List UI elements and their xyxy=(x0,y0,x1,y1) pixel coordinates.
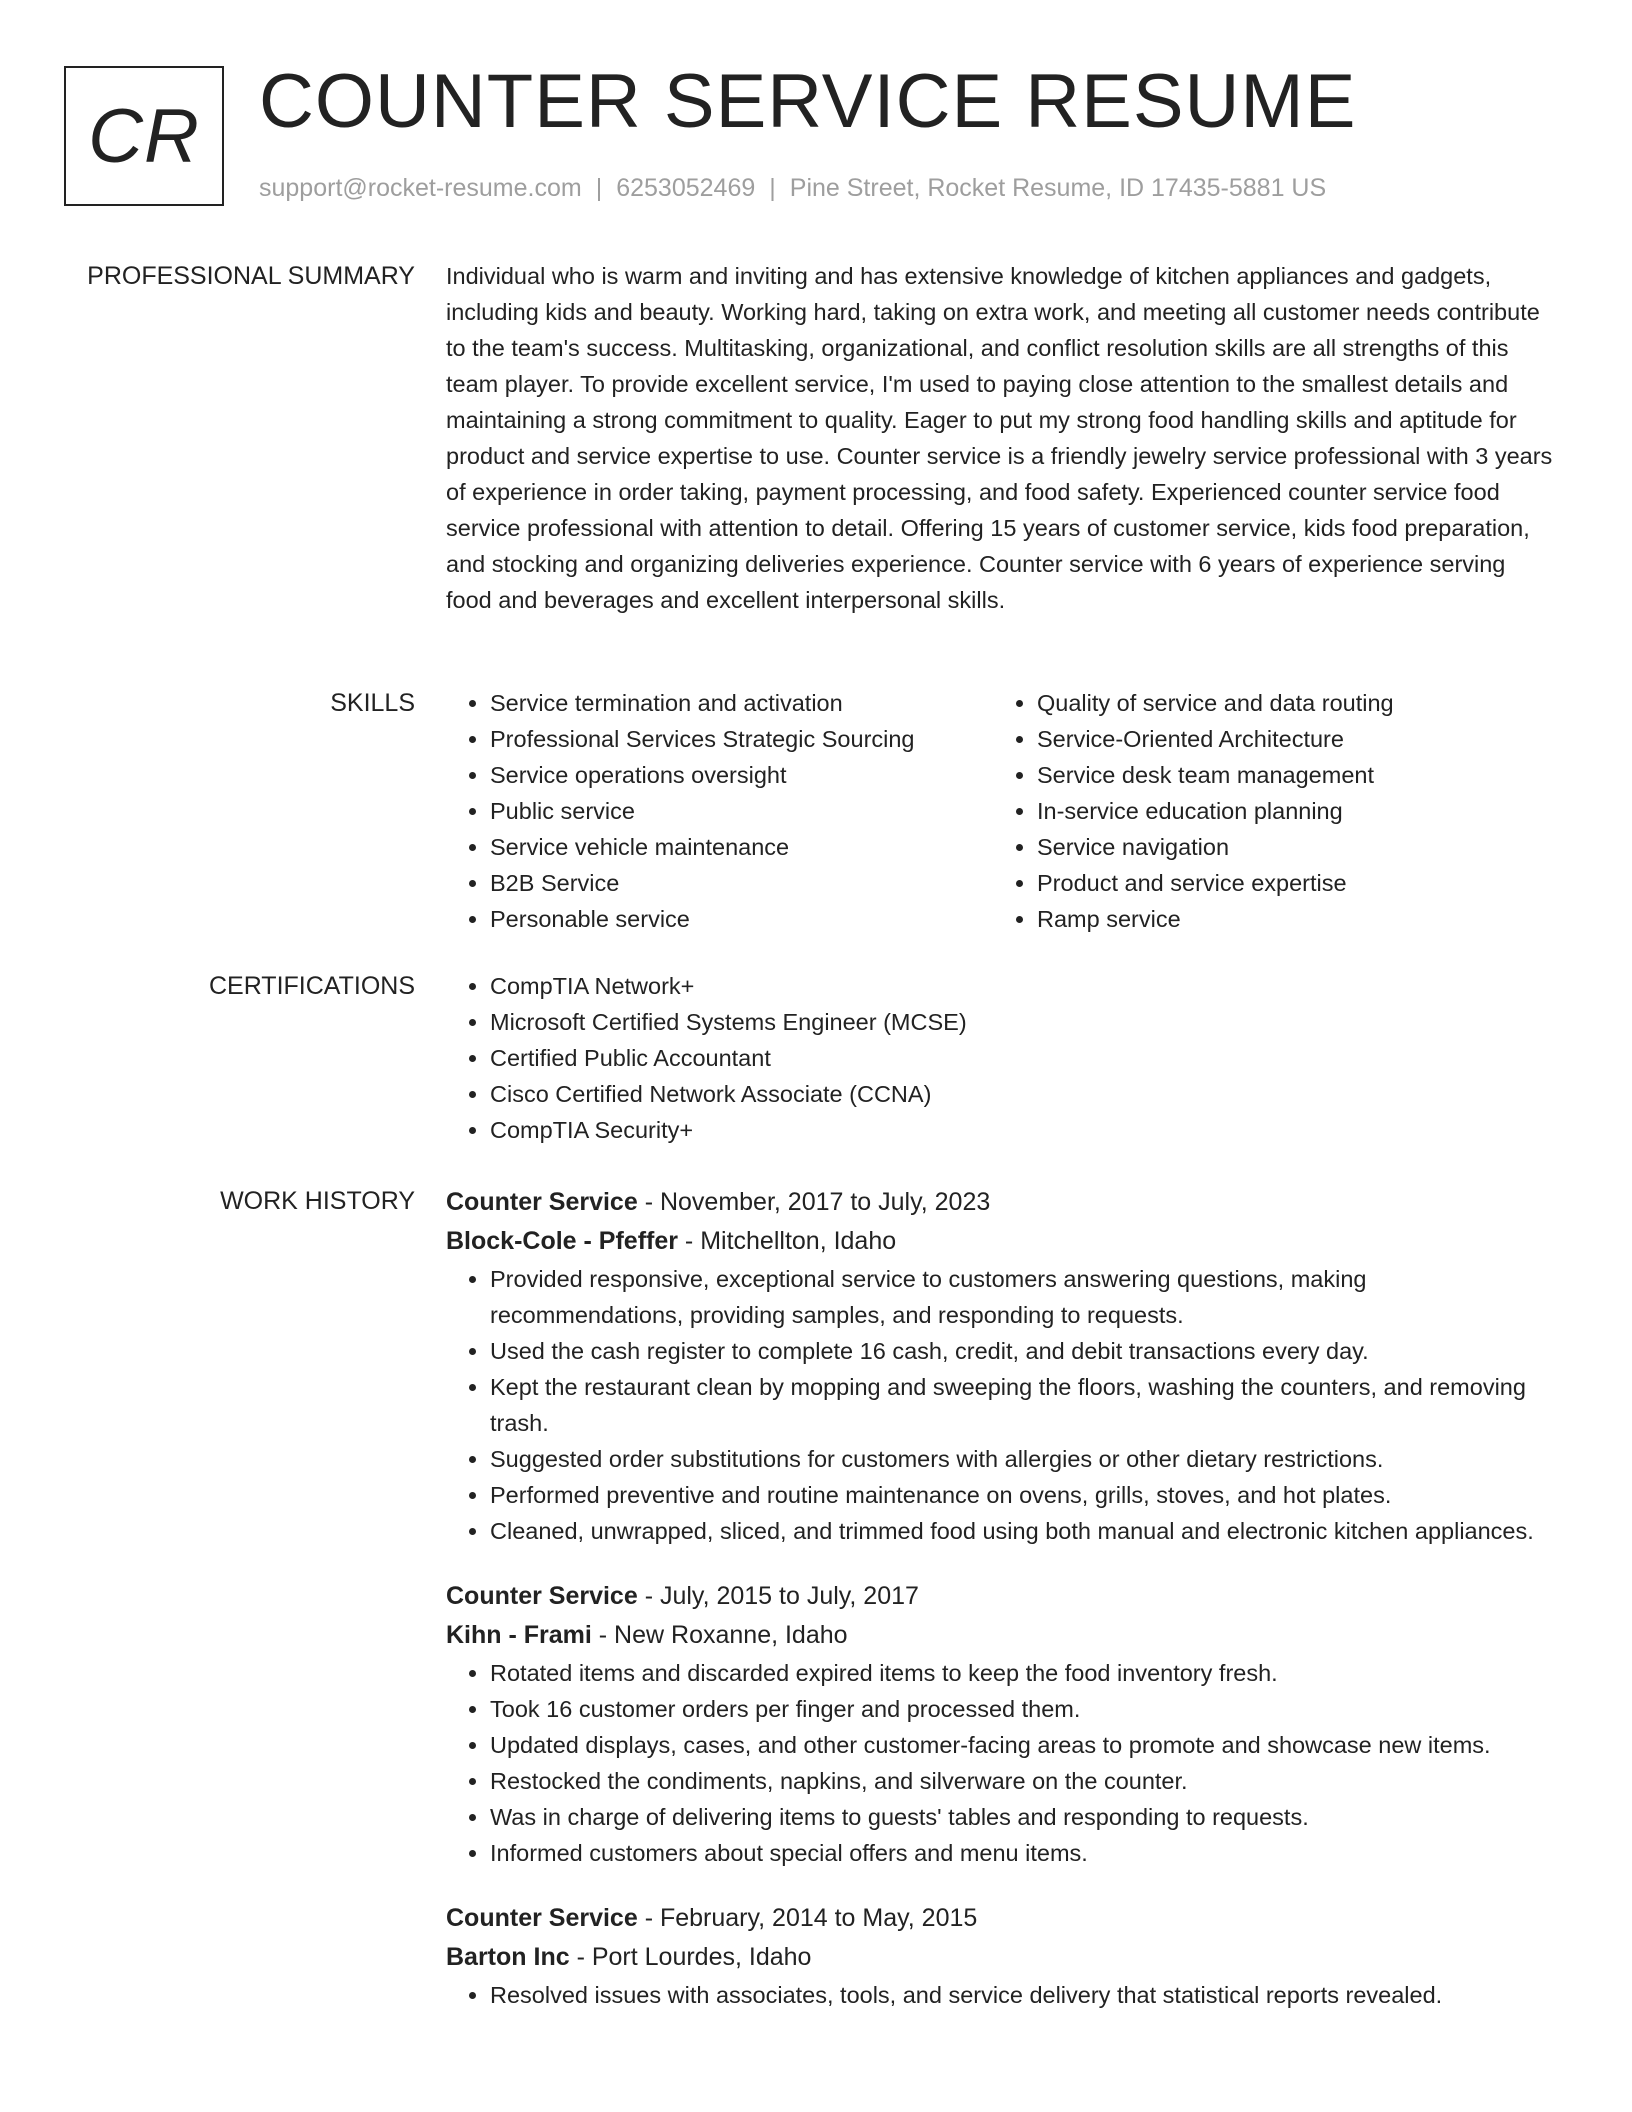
skill-item: • Service navigation xyxy=(1037,829,1540,865)
job-entry xyxy=(446,1577,1556,1871)
contact-separator: | xyxy=(595,174,603,202)
skill-item: • Ramp service xyxy=(1037,901,1540,937)
skill-item: • Product and service expertise xyxy=(1037,865,1540,901)
job-entry xyxy=(446,1183,1556,1549)
job-duty-item: • Cleaned, unwrapped, sliced, and trimmed food using both manual and electronic kitchen appliances. xyxy=(490,1513,1556,1549)
job-duty-item: • Kept the restaurant clean by mopping and sweeping the floors, washing the counters, and removing trash. xyxy=(490,1369,1556,1441)
job-duty-item: • Provided responsive, exceptional service to customers answering questions, making recommendations, providing samples, and responding to requests. xyxy=(490,1261,1556,1333)
skill-item: • Service termination and activation xyxy=(490,685,993,721)
certifications-label: CERTIFICATIONS xyxy=(208,972,415,1000)
job-dates: - November, 2017 to July, 2023 xyxy=(637,1188,991,1216)
certification-item: • Microsoft Certified Systems Engineer (MCSE) xyxy=(490,1004,1556,1040)
skill-item: • Quality of service and data routing xyxy=(1037,685,1540,721)
summary-body xyxy=(446,258,1556,618)
monogram: CR xyxy=(64,66,224,206)
skill-item: • B2B Service xyxy=(490,865,993,901)
job-location: - New Roxanne, Idaho xyxy=(591,1621,848,1649)
contact-line xyxy=(259,174,1326,203)
skill-item: • Public service xyxy=(490,793,993,829)
job-duty-item: • Informed customers about special offers and menu items. xyxy=(490,1835,1556,1871)
skills-list-left xyxy=(446,685,993,937)
resume-title: COUNTER SERVICE RESUME xyxy=(259,59,1357,144)
job-title: Counter Service xyxy=(446,1904,638,1932)
skill-item: • Service desk team management xyxy=(1037,757,1540,793)
job-title: Counter Service xyxy=(446,1582,638,1610)
certification-item: • CompTIA Network+ xyxy=(490,968,1556,1004)
job-title-line xyxy=(446,1577,1556,1616)
job-company: Kihn - Frami xyxy=(446,1621,592,1649)
job-title-line xyxy=(446,1183,1556,1222)
summary-label: PROFESSIONAL SUMMARY xyxy=(87,262,415,290)
job-entry xyxy=(446,1899,1556,2013)
job-location: - Mitchellton, Idaho xyxy=(677,1227,897,1255)
job-duty-item: • Rotated items and discarded expired items to keep the food inventory fresh. xyxy=(490,1655,1556,1691)
skills-label: SKILLS xyxy=(330,689,415,717)
job-company-line xyxy=(446,1616,1556,1655)
skill-item: • Personable service xyxy=(490,901,993,937)
job-duty-item: • Resolved issues with associates, tools, and service delivery that statistical reports revealed. xyxy=(490,1977,1556,2013)
contact-phone[interactable]: 6253052469 xyxy=(616,174,756,202)
certification-item: • Cisco Certified Network Associate (CCNA) xyxy=(490,1076,1556,1112)
skills-body xyxy=(446,685,1556,937)
job-title: Counter Service xyxy=(446,1188,638,1216)
job-company: Block-Cole - Pfeffer xyxy=(446,1227,678,1255)
job-duty-item: • Suggested order substitutions for customers with allergies or other dietary restrictions. xyxy=(490,1441,1556,1477)
job-dates: - July, 2015 to July, 2017 xyxy=(637,1582,919,1610)
skill-item: • In-service education planning xyxy=(1037,793,1540,829)
contact-email[interactable]: support@rocket-resume.com xyxy=(259,174,582,202)
job-location: - Port Lourdes, Idaho xyxy=(569,1943,812,1971)
skill-item: • Professional Services Strategic Sourcing xyxy=(490,721,993,757)
certifications-list xyxy=(446,968,1556,1148)
job-duty-item: • Restocked the condiments, napkins, and silverware on the counter. xyxy=(490,1763,1556,1799)
summary-text: Individual who is warm and inviting and has extensive knowledge of kitchen appliances and gadgets, including kids and beauty. Working hard, taking on extra work, and meeting all customer needs contribute to the team's success. Multitasking, organizational, and conflict resolution skills are all strengths of this team player. To provide excellent service, I'm used to paying close attention to the smallest details and maintaining a strong commitment to quality. Eager to put my strong food handling skills and aptitude for product and service expertise to use. Counter service is a friendly jewelry service professional with 3 years of experience in order taking, payment processing, and food safety. Experienced counter service food service professional with attention to detail. Offering 15 years of customer service, kids food preparation, and stocking and organizing deliveries experience. Counter service with 6 years of experience serving food and beverages and excellent interpersonal skills. xyxy=(446,263,1553,613)
job-duties-list xyxy=(446,1655,1556,1871)
job-title-line xyxy=(446,1899,1556,1938)
job-duty-item: • Used the cash register to complete 16 cash, credit, and debit transactions every day. xyxy=(490,1333,1556,1369)
job-duties-list xyxy=(446,1977,1556,2013)
job-duty-item: • Performed preventive and routine maintenance on ovens, grills, stoves, and hot plates. xyxy=(490,1477,1556,1513)
job-company-line xyxy=(446,1938,1556,1977)
work-history-body xyxy=(446,1183,1556,2041)
certification-item: • Certified Public Accountant xyxy=(490,1040,1556,1076)
job-dates: - February, 2014 to May, 2015 xyxy=(637,1904,978,1932)
job-company-line xyxy=(446,1222,1556,1261)
job-duty-item: • Updated displays, cases, and other customer-facing areas to promote and showcase new items. xyxy=(490,1727,1556,1763)
job-duty-item: • Took 16 customer orders per finger and processed them. xyxy=(490,1691,1556,1727)
certifications-body xyxy=(446,968,1556,1148)
skills-list-right xyxy=(993,685,1540,937)
job-duty-item: • Was in charge of delivering items to guests' tables and responding to requests. xyxy=(490,1799,1556,1835)
skill-item: • Service-Oriented Architecture xyxy=(1037,721,1540,757)
job-company: Barton Inc xyxy=(446,1943,570,1971)
skill-item: • Service operations oversight xyxy=(490,757,993,793)
contact-address: Pine Street, Rocket Resume, ID 17435-5881 US xyxy=(789,174,1327,202)
job-duties-list xyxy=(446,1261,1556,1549)
contact-separator: | xyxy=(769,174,776,202)
skill-item: • Service vehicle maintenance xyxy=(490,829,993,865)
work-history-label: WORK HISTORY xyxy=(220,1187,415,1215)
certification-item: • CompTIA Security+ xyxy=(490,1112,1556,1148)
